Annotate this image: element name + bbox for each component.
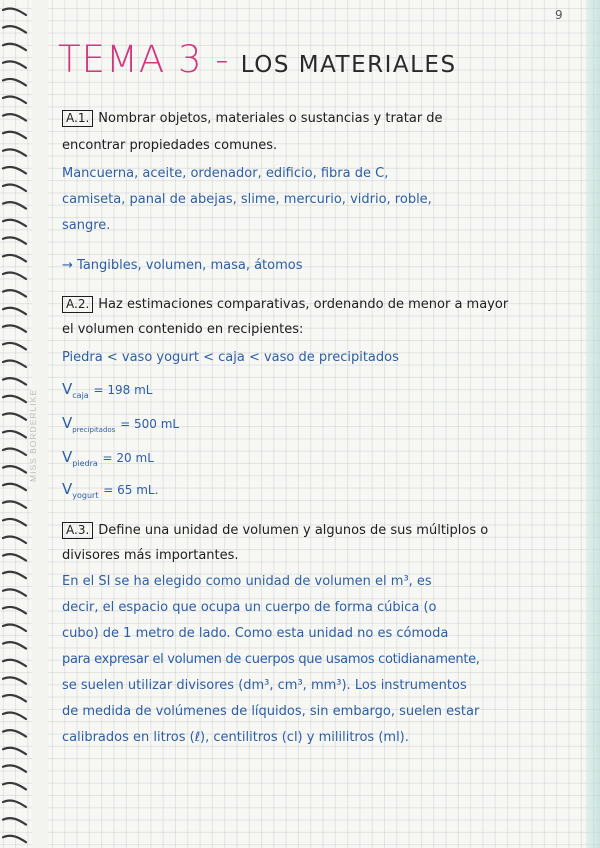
spiral-coil <box>3 97 26 103</box>
a1-conclusion: → Tangibles, volumen, masa, átomos <box>62 258 303 273</box>
spiral-coil <box>3 660 26 666</box>
spiral-coil <box>3 713 26 719</box>
spiral-coil <box>3 801 26 807</box>
spiral-coil <box>3 325 26 331</box>
a3-prompt-line-1 <box>62 522 488 539</box>
a1-prompt-line-2: encontrar propiedades comunes. <box>62 138 278 153</box>
spiral-coil <box>3 255 26 261</box>
a2-order: Piedra < vaso yogurt < caja < vaso de precipitados <box>62 350 399 365</box>
spiral-coil <box>3 237 26 243</box>
spiral-coil <box>3 61 26 67</box>
a3-answer-line-6: de medida de volúmenes de líquidos, sin embargo, suelen estar <box>62 704 480 719</box>
v-caja-value: = 198 mL <box>93 383 153 397</box>
spiral-coil <box>3 501 26 507</box>
a3-answer-line-7: calibrados en litros (ℓ), centilitros (cl) y mililitros (ml). <box>62 730 409 745</box>
spiral-coil <box>3 343 26 349</box>
a1-prompt-text-1: Nombrar objetos, materiales o sustancias y tratar de <box>98 111 443 126</box>
v-piedra-value: = 20 mL <box>102 451 154 465</box>
v-caja-symbol: V <box>62 380 73 398</box>
v-piedra-symbol: V <box>62 448 73 466</box>
a3-answer-line-3: cubo) de 1 metro de lado. Como esta unidad no es cómoda <box>62 626 449 641</box>
spiral-coil <box>3 167 26 173</box>
spiral-coil <box>3 79 26 85</box>
spiral-coil <box>3 396 26 402</box>
spiral-coil <box>3 273 26 279</box>
spiral-coil <box>3 642 26 648</box>
v-yogurt-symbol: V <box>62 480 73 498</box>
title-tema: TEMA 3 - <box>58 38 230 81</box>
page-title <box>58 38 457 81</box>
spiral-coil <box>3 9 26 15</box>
v-caja <box>62 380 152 400</box>
spiral-coil <box>3 572 26 578</box>
v-caja-subscript: caja <box>72 391 89 400</box>
spiral-coil <box>3 361 26 367</box>
spiral-coil <box>3 185 26 191</box>
a3-prompt-text-1: Define una unidad de volumen y algunos de sus múltiplos o <box>98 523 489 538</box>
a2-prompt-line-2: el volumen contenido en recipientes: <box>62 322 304 337</box>
spiral-coil <box>3 44 26 50</box>
spiral-coil <box>3 132 26 138</box>
spiral-coil <box>3 308 26 314</box>
spiral-coil <box>3 625 26 631</box>
a3-answer-line-4: para expresar el volumen de cuerpos que usamos cotidianamente, <box>62 652 480 667</box>
spiral-coil <box>3 589 26 595</box>
a2-prompt-text-1: Haz estimaciones comparativas, ordenando de menor a mayor <box>98 297 509 312</box>
v-prec-subscript: precipitados <box>72 426 116 434</box>
spiral-coil <box>3 466 26 472</box>
spiral-coil <box>3 537 26 543</box>
spiral-coil <box>3 765 26 771</box>
a1-tag: A.1. <box>62 110 93 127</box>
spiral-coil <box>3 748 26 754</box>
spiral-coil <box>3 449 26 455</box>
spiral-coil <box>3 149 26 155</box>
spiral-coil <box>3 114 26 120</box>
spiral-coil <box>3 695 26 701</box>
a3-answer-line-5: se suelen utilizar divisores (dm³, cm³, mm³). Los instrumentos <box>62 678 467 693</box>
spiral-coil <box>3 783 26 789</box>
spiral-coil <box>3 554 26 560</box>
v-yogurt <box>62 480 158 500</box>
spiral-coil <box>3 484 26 490</box>
v-prec-symbol: V <box>62 414 73 432</box>
spiral-coil <box>3 677 26 683</box>
v-yogurt-subscript: yogurt <box>72 491 99 500</box>
spiral-coil <box>3 290 26 296</box>
a2-prompt-line-1 <box>62 296 508 313</box>
v-yogurt-value: = 65 mL. <box>103 483 159 497</box>
spiral-coil <box>3 26 26 32</box>
a3-answer-line-2: decir, el espacio que ocupa un cuerpo de forma cúbica (o <box>62 600 437 615</box>
spiral-coil <box>3 431 26 437</box>
spiral-coil <box>3 413 26 419</box>
spiral-coil <box>3 519 26 525</box>
watermark: MISS BORDERLIKE <box>28 389 38 482</box>
a1-prompt-line-1 <box>62 110 443 127</box>
spiral-coil <box>3 730 26 736</box>
a3-answer-line-1: En el SI se ha elegido como unidad de volumen el m³, es <box>62 574 432 589</box>
v-precipitados <box>62 414 179 434</box>
spiral-coil <box>3 607 26 613</box>
a1-answer-line-3: sangre. <box>62 218 111 233</box>
a3-prompt-line-2: divisores más importantes. <box>62 548 239 563</box>
a3-tag: A.3. <box>62 522 93 539</box>
page-edge <box>586 0 600 848</box>
spiral-coil <box>3 220 26 226</box>
spiral-coil <box>3 202 26 208</box>
a1-answer-line-2: camiseta, panal de abejas, slime, mercurio, vidrio, roble, <box>62 192 432 207</box>
spiral-coil <box>3 818 26 824</box>
v-piedra <box>62 448 154 468</box>
title-subject: LOS MATERIALES <box>240 52 457 78</box>
v-prec-value: = 500 mL <box>120 417 180 431</box>
spiral-coil <box>3 378 26 384</box>
v-piedra-subscript: piedra <box>72 459 98 468</box>
page-number: 9 <box>555 8 563 22</box>
spiral-coil <box>3 836 26 842</box>
a1-answer-line-1: Mancuerna, aceite, ordenador, edificio, fibra de C, <box>62 166 389 181</box>
a2-tag: A.2. <box>62 296 93 313</box>
